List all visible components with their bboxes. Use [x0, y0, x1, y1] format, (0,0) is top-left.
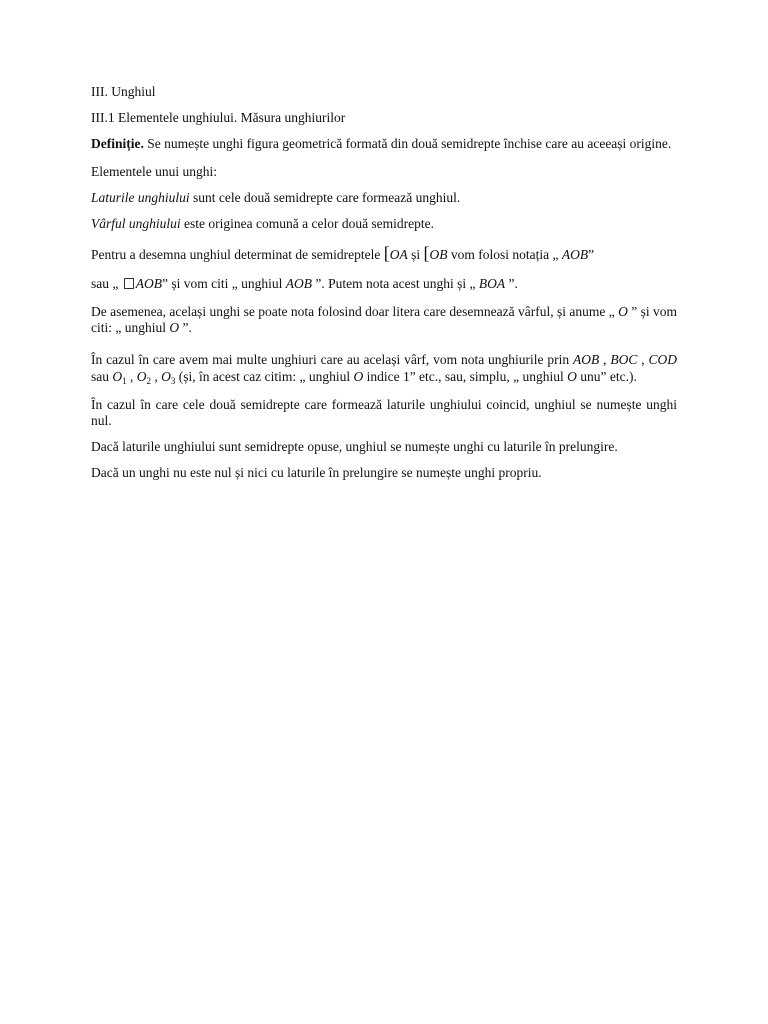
text-run: ” și vom citi „ unghiul: [162, 276, 286, 291]
math-o2: O: [136, 368, 147, 384]
subscript: 3: [170, 375, 176, 386]
math-o: O: [618, 304, 628, 319]
math-o: O: [567, 368, 577, 384]
text-run: vom folosi notația „: [447, 247, 562, 262]
math-o3: O: [161, 368, 171, 384]
definition-paragraph: [91, 136, 677, 152]
text-run: ”. Putem nota acest unghi și „: [312, 276, 479, 291]
vertex-letter-paragraph: [91, 304, 677, 336]
text-run: ”.: [179, 320, 192, 335]
math-o: O: [353, 368, 364, 384]
math-angle-aob: AOB: [285, 276, 312, 291]
math-ray-ob: OB: [429, 247, 448, 262]
vertex-paragraph: [91, 216, 677, 232]
text-run: sau „: [91, 276, 122, 291]
math-o: O: [169, 320, 180, 335]
text-run: unu” etc.).: [576, 368, 637, 384]
math-angle-aob: AOB: [561, 247, 589, 262]
section-title: III. Unghiul: [91, 84, 156, 99]
text-run: indice 1” etc., sau, simplu, „ unghiul: [363, 368, 568, 384]
straight-angle-paragraph: Dacă laturile unghiului sunt semidrepte opuse, unghiul se numește unghi cu laturile în prelungire.: [91, 439, 618, 454]
math-angle-cod: COD: [648, 352, 678, 367]
elements-heading: Elementele unui unghi:: [91, 164, 217, 179]
sides-text: sunt cele două semidrepte care formează unghiul.: [189, 190, 461, 205]
sides-paragraph: [91, 190, 677, 206]
vertex-term: Vârful unghiului: [91, 216, 181, 231]
text-run: ”: [588, 247, 595, 262]
math-angle-aob: AOB: [573, 352, 600, 367]
text-run: ,: [637, 352, 649, 367]
text-run: În cazul în care avem mai multe unghiuri care au același vârf, vom nota unghiurile prin: [91, 352, 574, 367]
math-angle-boc: BOC: [610, 352, 638, 367]
text-run: ,: [151, 368, 162, 384]
text-run: ”.: [505, 276, 518, 291]
closed-bracket: [: [423, 243, 430, 263]
proper-angle-paragraph: Dacă un unghi nu este nul și nici cu laturile în prelungire se numește unghi propriu.: [91, 465, 542, 480]
multiple-angles-paragraph: [91, 352, 677, 385]
document-content: [91, 84, 677, 481]
text-run: De asemenea, același unghi se poate nota folosind doar litera care desemnează vârful, și anume „: [91, 304, 619, 319]
vertex-text: este originea comună a celor două semidrepte.: [180, 216, 435, 231]
closed-bracket: [: [383, 243, 390, 263]
math-ray-oa: OA: [389, 247, 408, 262]
text-run: (și, în acest caz citim: „ unghiul: [175, 368, 354, 384]
text-run: sau: [91, 368, 113, 384]
math-angle-aob: AOB: [135, 276, 162, 291]
sides-term: Laturile unghiului: [91, 190, 190, 205]
angle-symbol-icon: [124, 278, 134, 289]
null-angle-paragraph: În cazul în care cele două semidrepte care formează laturile unghiului coincid, unghiul se numește unghi nul.: [91, 397, 677, 428]
text-run: ,: [599, 352, 611, 367]
subscript: 2: [146, 375, 151, 386]
math-o1: O: [112, 368, 123, 384]
definition-label: Definiție.: [91, 136, 144, 151]
text-run: și: [407, 247, 424, 262]
subsection-title: III.1 Elementele unghiului. Măsura unghiurilor: [91, 110, 346, 125]
math-angle-boa: BOA: [478, 276, 506, 291]
text-run: ,: [126, 368, 137, 384]
text-run: Pentru a desemna unghiul determinat de semidreptele: [91, 247, 384, 262]
definition-text: Se numește unghi figura geometrică formată din două semidrepte închise care au aceeași origine.: [143, 136, 672, 151]
subscript: 1: [122, 375, 127, 386]
notation-paragraph-line2: [91, 275, 677, 292]
notation-paragraph-line1: [91, 245, 677, 263]
text-run: ” și vom citi: „ unghiul: [91, 304, 677, 335]
